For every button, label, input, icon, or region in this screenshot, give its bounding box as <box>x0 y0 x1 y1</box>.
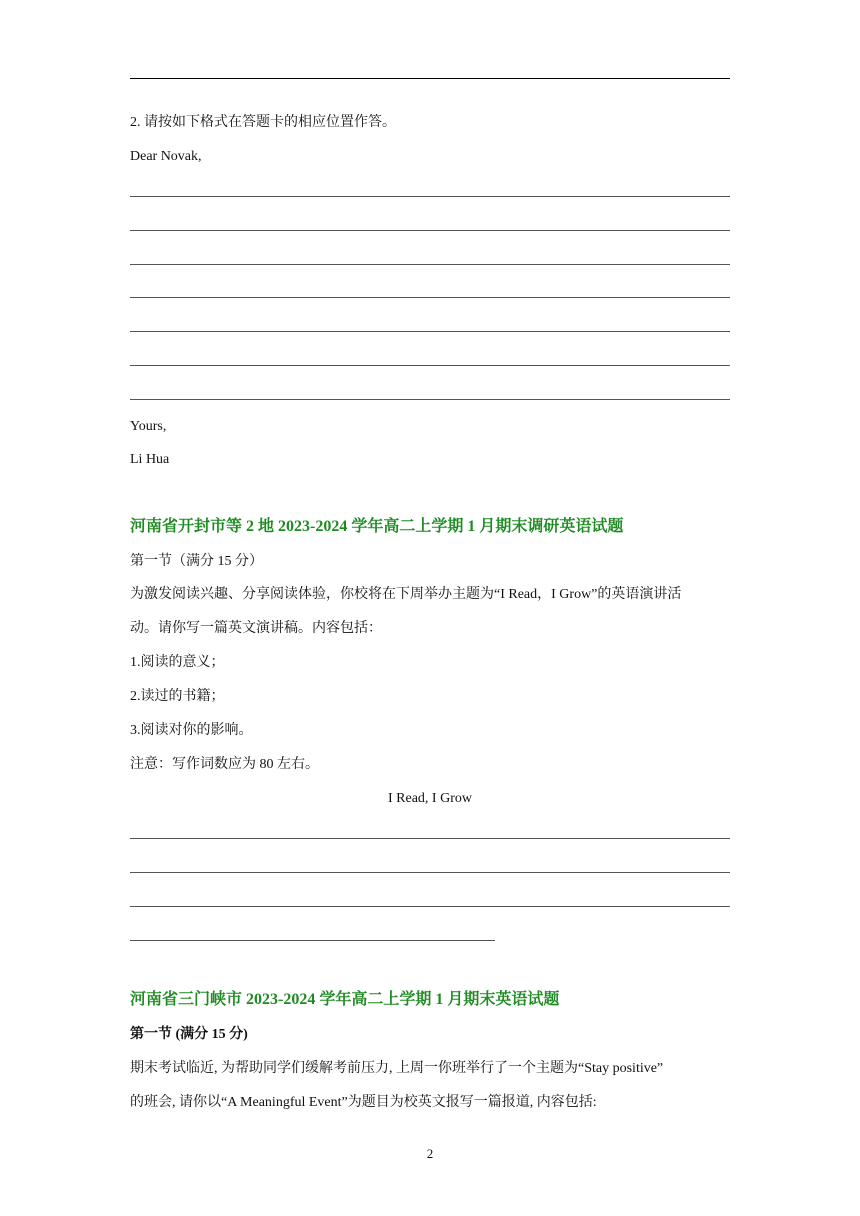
essay-title: I Read, I Grow <box>388 791 472 806</box>
prompt-line: 为激发阅读兴趣、分享阅读体验，你校将在下周举办主题为“I Read，I Grow”的英语演讲活 <box>130 587 682 602</box>
prompt-line: 的班会, 请你以“A Meaningful Event”为题目为校英文报写一篇报道, 内容包括: <box>130 1095 597 1110</box>
answer-line <box>130 365 730 366</box>
note-text: 注意：写作词数应为 80 左右。 <box>130 757 319 772</box>
content-point: 1.阅读的意义； <box>130 655 225 670</box>
answer-line <box>130 838 730 839</box>
answer-line <box>130 872 730 873</box>
answer-line <box>130 399 730 400</box>
signature: Li Hua <box>130 452 170 467</box>
prompt-line: 期末考试临近, 为帮助同学们缓解考前压力, 上周一你班举行了一个主题为“Stay positive” <box>130 1061 664 1076</box>
answer-line <box>130 331 730 332</box>
section-heading-kaifeng: 河南省开封市等 2 地 2023-2024 学年高二上学期 1 月期末调研英语试题 <box>130 518 624 535</box>
answer-line <box>130 297 730 298</box>
answer-line-short <box>130 940 495 941</box>
section-heading-sanmenxia: 河南省三门峡市 2023-2024 学年高二上学期 1 月期末英语试题 <box>130 991 560 1008</box>
header-rule <box>130 78 730 79</box>
answer-line <box>130 906 730 907</box>
answer-line <box>130 196 730 197</box>
section-part: 第一节 (满分 15 分) <box>130 1027 248 1042</box>
content-point: 3.阅读对你的影响。 <box>130 723 253 738</box>
section-part: 第一节（满分 15 分） <box>130 554 263 569</box>
instruction-text: 2. 请按如下格式在答题卡的相应位置作答。 <box>130 115 396 130</box>
page-number: 2 <box>426 1146 434 1161</box>
closing: Yours, <box>130 419 167 434</box>
answer-line <box>130 230 730 231</box>
salutation: Dear Novak, <box>130 149 202 164</box>
answer-line <box>130 264 730 265</box>
content-point: 2.读过的书籍； <box>130 689 225 704</box>
prompt-line: 动。请你写一篇英文演讲稿。内容包括： <box>130 621 382 636</box>
